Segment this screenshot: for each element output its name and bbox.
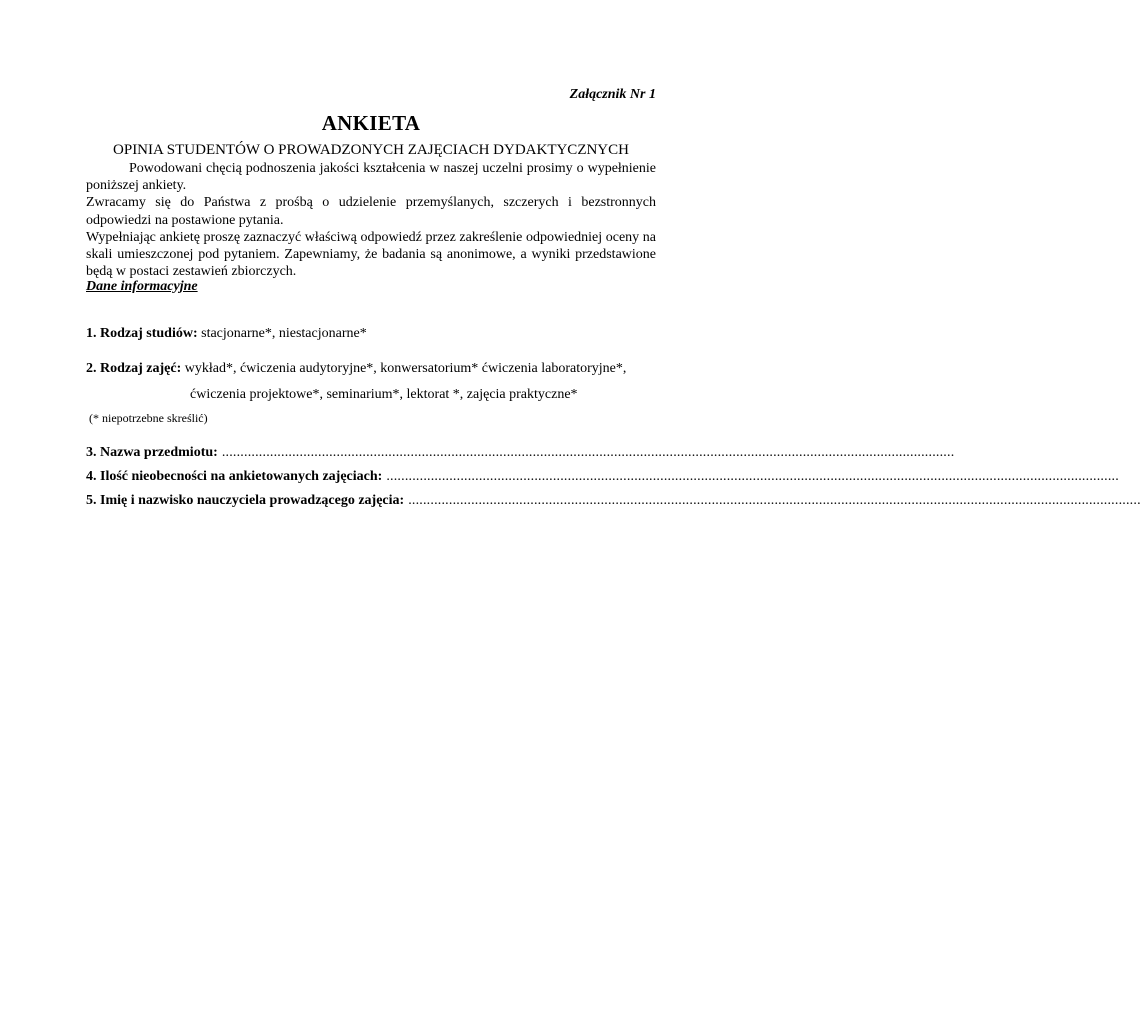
question-study-type: [86, 326, 367, 342]
question-class-type-label: 2. Rodzaj zajęć:: [86, 361, 182, 376]
subject-name-field: [86, 445, 955, 461]
intro-paragraph-1: Powodowani chęcią podnoszenia jakości kształcenia w naszej uczelni prosimy o wypełnienie poniższej ankiety.: [86, 161, 656, 194]
document-title: ANKIETA: [321, 111, 421, 135]
question-class-type-options-line1[interactable]: wykład*, ćwiczenia audytoryjne*, konwersatorium* ćwiczenia laboratoryjne*,: [184, 361, 627, 376]
question-class-type-options-line2[interactable]: ćwiczenia projektowe*, seminarium*, lektorat *, zajęcia praktyczne*: [190, 387, 578, 402]
question-study-type-options[interactable]: stacjonarne*, niestacjonarne*: [201, 326, 367, 341]
question-study-type-label: 1. Rodzaj studiów:: [86, 326, 198, 341]
teacher-name-input[interactable]: ......................................................................................................................................................................................................: [408, 493, 1141, 508]
strike-out-note: (* niepotrzebne skreślić): [89, 411, 208, 425]
absences-label: 4. Ilość nieobecności na ankietowanych zajęciach:: [86, 469, 383, 484]
subject-name-input[interactable]: ......................................................................................................................................................................................................: [221, 445, 955, 460]
teacher-name-field: [86, 493, 1141, 509]
attachment-label: Załącznik Nr 1: [569, 87, 656, 102]
teacher-name-label: 5. Imię i nazwisko nauczyciela prowadzącego zajęcia:: [86, 493, 405, 508]
document-subtitle: OPINIA STUDENTÓW O PROWADZONYCH ZAJĘCIACH DYDAKTYCZNYCH: [113, 142, 629, 158]
absences-input[interactable]: ......................................................................................................................................................................................................: [386, 469, 1119, 484]
question-class-type: [86, 361, 626, 377]
intro-paragraph-2: Zwracamy się do Państwa z prośbą o udzielenie przemyślanych, szczerych i bezstronnych odpowiedzi na postawione pytania.: [86, 195, 656, 228]
intro-paragraph-3: Wypełniając ankietę proszę zaznaczyć właściwą odpowiedź przez zakreślenie odpowiedniej oceny na skali umieszczonej pod pytaniem. Zapewniamy, że badania są anonimowe, a wyniki przedstawione będą w postaci zestawień zbiorczych.: [86, 229, 656, 280]
absences-field: [86, 469, 1119, 485]
section-heading: Dane informacyjne: [86, 279, 198, 294]
intro-text: [86, 160, 656, 280]
subject-name-label: 3. Nazwa przedmiotu:: [86, 445, 218, 460]
